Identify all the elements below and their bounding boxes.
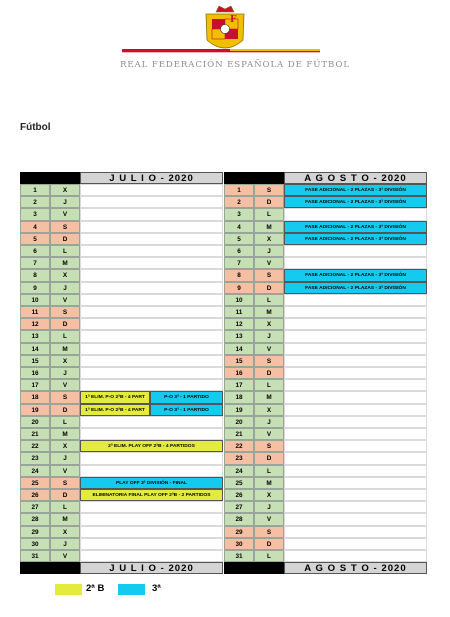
day-row — [224, 269, 427, 281]
day-weekday: J — [50, 452, 80, 464]
event-label: P-O 3ª - 1 PARTIDO — [150, 404, 223, 416]
day-number: 24 — [20, 465, 50, 477]
day-weekday: V — [254, 257, 284, 269]
day-weekday: J — [50, 367, 80, 379]
day-row — [224, 404, 427, 416]
day-number: 12 — [20, 318, 50, 330]
day-weekday: L — [254, 465, 284, 477]
day-number: 9 — [224, 282, 254, 294]
event-cell — [80, 269, 223, 281]
day-row — [20, 282, 223, 294]
day-number: 30 — [20, 538, 50, 550]
day-row — [20, 367, 223, 379]
day-weekday: V — [50, 294, 80, 306]
day-weekday: D — [50, 318, 80, 330]
event-cell — [80, 257, 223, 269]
month-footer-spacer — [20, 562, 80, 574]
day-weekday: M — [254, 221, 284, 233]
event-cell — [284, 501, 427, 513]
event-cell — [284, 477, 427, 489]
day-weekday: X — [50, 440, 80, 452]
event-cell — [80, 282, 223, 294]
day-number: 21 — [224, 428, 254, 440]
day-number: 11 — [20, 306, 50, 318]
day-row — [224, 501, 427, 513]
day-weekday: V — [50, 379, 80, 391]
event-cell — [284, 245, 427, 257]
day-row — [20, 306, 223, 318]
day-weekday: J — [254, 245, 284, 257]
day-weekday: L — [50, 501, 80, 513]
day-row — [20, 343, 223, 355]
day-weekday: J — [50, 282, 80, 294]
event-cell — [80, 330, 223, 342]
event-cell — [80, 465, 223, 477]
day-row — [20, 208, 223, 220]
day-weekday: L — [50, 330, 80, 342]
day-row — [224, 367, 427, 379]
day-number: 1 — [20, 184, 50, 196]
event-cell — [284, 355, 427, 367]
day-number: 2 — [20, 196, 50, 208]
event-cell — [284, 550, 427, 562]
event-cell — [80, 379, 223, 391]
event-label: FASE ADICIONAL - 2 PLAZAS - 3ª DIVISIÓN — [284, 221, 427, 233]
event-label: ELIMINATORIA FINAL PLAY OFF 2ªB - 2 PARTIDOS — [80, 489, 223, 501]
day-row — [20, 440, 223, 452]
event-cell — [80, 550, 223, 562]
day-number: 16 — [20, 367, 50, 379]
day-weekday: S — [254, 184, 284, 196]
event-cell — [284, 294, 427, 306]
event-cell — [284, 306, 427, 318]
event-cell — [284, 318, 427, 330]
event-cell — [284, 416, 427, 428]
day-row — [20, 294, 223, 306]
event-cell — [284, 452, 427, 464]
day-row — [20, 391, 223, 403]
day-number: 10 — [224, 294, 254, 306]
day-weekday: V — [254, 428, 284, 440]
day-number: 17 — [20, 379, 50, 391]
event-label: FASE ADICIONAL - 2 PLAZAS - 3ª DIVISIÓN — [284, 282, 427, 294]
day-weekday: D — [50, 404, 80, 416]
day-number: 6 — [20, 245, 50, 257]
day-row — [224, 538, 427, 550]
event-cell — [284, 330, 427, 342]
day-number: 5 — [20, 233, 50, 245]
day-row — [20, 404, 223, 416]
day-row — [224, 233, 427, 245]
crest-icon — [206, 6, 244, 48]
day-weekday: M — [50, 428, 80, 440]
day-row — [224, 306, 427, 318]
event-cell — [80, 526, 223, 538]
event-cell — [80, 538, 223, 550]
day-number: 10 — [20, 294, 50, 306]
day-number: 26 — [20, 489, 50, 501]
day-weekday: D — [254, 367, 284, 379]
day-number: 22 — [20, 440, 50, 452]
event-label: 1ª ELIM. P-O 2ªB - 4 PART — [80, 404, 150, 416]
event-cell — [284, 367, 427, 379]
day-number: 29 — [20, 526, 50, 538]
day-row — [20, 269, 223, 281]
month-footer-spacer — [224, 562, 284, 574]
day-number: 7 — [224, 257, 254, 269]
day-number: 20 — [20, 416, 50, 428]
day-row — [224, 526, 427, 538]
event-cell — [80, 367, 223, 379]
day-weekday: X — [50, 184, 80, 196]
legend-swatch-3 — [118, 584, 145, 595]
event-cell — [80, 318, 223, 330]
day-number: 15 — [224, 355, 254, 367]
event-label: FASE ADICIONAL - 2 PLAZAS - 3ª DIVISIÓN — [284, 233, 427, 245]
day-weekday: D — [254, 452, 284, 464]
event-cell — [284, 538, 427, 550]
day-number: 4 — [224, 221, 254, 233]
day-weekday: X — [50, 526, 80, 538]
event-cell — [284, 440, 427, 452]
day-number: 2 — [224, 196, 254, 208]
month-footer-august: A G O S T O - 2020 — [284, 562, 427, 574]
event-label: 2ª ELIM. PLAY OFF 2ªB - 4 PARTIDOS — [80, 440, 223, 452]
event-cell — [80, 428, 223, 440]
day-number: 14 — [224, 343, 254, 355]
day-row — [20, 465, 223, 477]
event-cell — [80, 294, 223, 306]
day-row — [224, 550, 427, 562]
event-cell — [284, 489, 427, 501]
day-weekday: M — [254, 477, 284, 489]
day-weekday: J — [254, 416, 284, 428]
day-number: 25 — [224, 477, 254, 489]
day-weekday: V — [50, 465, 80, 477]
day-weekday: J — [50, 196, 80, 208]
day-weekday: S — [254, 526, 284, 538]
day-row — [224, 428, 427, 440]
day-weekday: J — [50, 538, 80, 550]
day-row — [224, 184, 427, 196]
event-cell — [80, 233, 223, 245]
event-cell — [80, 184, 223, 196]
day-number: 27 — [224, 501, 254, 513]
day-weekday: X — [50, 269, 80, 281]
day-weekday: M — [50, 257, 80, 269]
day-number: 15 — [20, 355, 50, 367]
day-number: 8 — [224, 269, 254, 281]
day-weekday: S — [50, 306, 80, 318]
day-row — [20, 526, 223, 538]
event-cell — [284, 379, 427, 391]
event-cell — [80, 221, 223, 233]
day-weekday: X — [254, 318, 284, 330]
day-row — [20, 245, 223, 257]
day-row — [224, 391, 427, 403]
day-row — [224, 477, 427, 489]
day-number: 30 — [224, 538, 254, 550]
day-number: 19 — [224, 404, 254, 416]
day-row — [20, 318, 223, 330]
day-weekday: S — [50, 391, 80, 403]
day-weekday: X — [50, 355, 80, 367]
day-weekday: M — [254, 306, 284, 318]
day-weekday: D — [50, 489, 80, 501]
day-number: 26 — [224, 489, 254, 501]
day-number: 9 — [20, 282, 50, 294]
month-header-spacer — [20, 172, 80, 184]
day-row — [224, 294, 427, 306]
day-weekday: V — [254, 343, 284, 355]
page-title: Fútbol — [20, 122, 51, 133]
day-number: 5 — [224, 233, 254, 245]
day-weekday: M — [50, 343, 80, 355]
day-weekday: L — [254, 379, 284, 391]
day-row — [224, 513, 427, 525]
event-cell — [284, 343, 427, 355]
event-label: 1ª ELIM. P-O 2ªB - 4 PART — [80, 391, 150, 403]
event-cell — [80, 416, 223, 428]
legend-label-3: 3ª — [152, 583, 161, 594]
day-number: 23 — [20, 452, 50, 464]
day-row — [224, 489, 427, 501]
day-row — [20, 477, 223, 489]
day-row — [224, 465, 427, 477]
day-row — [20, 257, 223, 269]
day-row — [20, 221, 223, 233]
day-weekday: S — [254, 440, 284, 452]
day-row — [224, 282, 427, 294]
legend-label-2b: 2ª B — [86, 583, 105, 594]
day-weekday: S — [50, 221, 80, 233]
day-row — [224, 452, 427, 464]
day-row — [20, 513, 223, 525]
day-number: 14 — [20, 343, 50, 355]
day-row — [20, 355, 223, 367]
day-weekday: D — [50, 233, 80, 245]
day-number: 12 — [224, 318, 254, 330]
day-number: 13 — [224, 330, 254, 342]
event-label: FASE ADICIONAL - 2 PLAZAS - 3ª DIVISIÓN — [284, 269, 427, 281]
day-row — [20, 501, 223, 513]
day-weekday: L — [50, 245, 80, 257]
event-label: P-O 3ª - 1 PARTIDO — [150, 391, 223, 403]
event-cell — [284, 428, 427, 440]
day-weekday: L — [254, 550, 284, 562]
event-cell — [284, 513, 427, 525]
day-weekday: S — [50, 477, 80, 489]
month-header-august: A G O S T O - 2020 — [284, 172, 427, 184]
day-row — [224, 330, 427, 342]
day-number: 8 — [20, 269, 50, 281]
day-row — [224, 208, 427, 220]
event-label: FASE ADICIONAL - 2 PLAZAS - 3ª DIVISIÓN — [284, 196, 427, 208]
day-weekday: V — [50, 208, 80, 220]
day-number: 1 — [224, 184, 254, 196]
day-row — [20, 184, 223, 196]
day-weekday: V — [50, 550, 80, 562]
day-weekday: J — [254, 501, 284, 513]
day-row — [20, 330, 223, 342]
event-cell — [80, 343, 223, 355]
day-row — [224, 318, 427, 330]
day-number: 19 — [20, 404, 50, 416]
page-header — [0, 0, 450, 90]
day-weekday: S — [254, 355, 284, 367]
day-row — [224, 245, 427, 257]
day-weekday: X — [254, 233, 284, 245]
event-cell — [80, 208, 223, 220]
day-number: 28 — [20, 513, 50, 525]
event-cell — [80, 501, 223, 513]
day-weekday: S — [254, 269, 284, 281]
day-number: 20 — [224, 416, 254, 428]
day-row — [20, 550, 223, 562]
event-cell — [284, 404, 427, 416]
event-cell — [80, 245, 223, 257]
legend-swatch-2b — [55, 584, 82, 595]
day-row — [224, 343, 427, 355]
day-row — [20, 416, 223, 428]
event-cell — [80, 196, 223, 208]
day-row — [20, 489, 223, 501]
day-row — [20, 379, 223, 391]
day-row — [224, 221, 427, 233]
day-number: 27 — [20, 501, 50, 513]
day-weekday: D — [254, 538, 284, 550]
event-cell — [284, 391, 427, 403]
rfef-logo — [0, 0, 450, 90]
day-row — [224, 257, 427, 269]
org-name: REAL FEDERACIÓN ESPAÑOLA DE FÚTBOL — [120, 60, 350, 70]
day-number: 29 — [224, 526, 254, 538]
day-weekday: L — [254, 294, 284, 306]
event-cell — [80, 452, 223, 464]
day-row — [224, 416, 427, 428]
day-weekday: M — [50, 513, 80, 525]
day-row — [20, 538, 223, 550]
svg-text:F: F — [230, 15, 237, 25]
day-row — [20, 233, 223, 245]
day-number: 24 — [224, 465, 254, 477]
event-cell — [80, 355, 223, 367]
event-cell — [80, 306, 223, 318]
day-weekday: J — [254, 330, 284, 342]
day-number: 17 — [224, 379, 254, 391]
day-number: 28 — [224, 513, 254, 525]
event-cell — [284, 465, 427, 477]
day-number: 25 — [20, 477, 50, 489]
day-weekday: D — [254, 282, 284, 294]
event-label: PLAY OFF 3ª DIVISIÓN - FINAL — [80, 477, 223, 489]
day-number: 4 — [20, 221, 50, 233]
day-row — [224, 355, 427, 367]
day-row — [20, 428, 223, 440]
day-row — [224, 196, 427, 208]
day-number: 11 — [224, 306, 254, 318]
month-header-july: J U L I O - 2020 — [80, 172, 223, 184]
event-cell — [284, 208, 427, 220]
day-weekday: M — [254, 391, 284, 403]
day-number: 6 — [224, 245, 254, 257]
day-weekday: L — [254, 208, 284, 220]
day-number: 7 — [20, 257, 50, 269]
month-header-spacer — [224, 172, 284, 184]
day-weekday: X — [254, 489, 284, 501]
day-weekday: L — [50, 416, 80, 428]
event-cell — [284, 257, 427, 269]
day-number: 18 — [224, 391, 254, 403]
day-number: 18 — [20, 391, 50, 403]
day-number: 3 — [20, 208, 50, 220]
day-row — [224, 440, 427, 452]
event-cell — [284, 526, 427, 538]
day-number: 23 — [224, 452, 254, 464]
legend — [0, 580, 450, 600]
day-number: 3 — [224, 208, 254, 220]
day-weekday: D — [254, 196, 284, 208]
event-cell — [80, 513, 223, 525]
event-label: FASE ADICIONAL - 2 PLAZAS - 3ª DIVISIÓN — [284, 184, 427, 196]
month-footer-july: J U L I O - 2020 — [80, 562, 223, 574]
day-number: 21 — [20, 428, 50, 440]
day-weekday: V — [254, 513, 284, 525]
day-number: 22 — [224, 440, 254, 452]
day-number: 31 — [224, 550, 254, 562]
day-number: 31 — [20, 550, 50, 562]
day-weekday: X — [254, 404, 284, 416]
day-row — [20, 452, 223, 464]
day-row — [224, 379, 427, 391]
day-row — [20, 196, 223, 208]
day-number: 13 — [20, 330, 50, 342]
day-number: 16 — [224, 367, 254, 379]
